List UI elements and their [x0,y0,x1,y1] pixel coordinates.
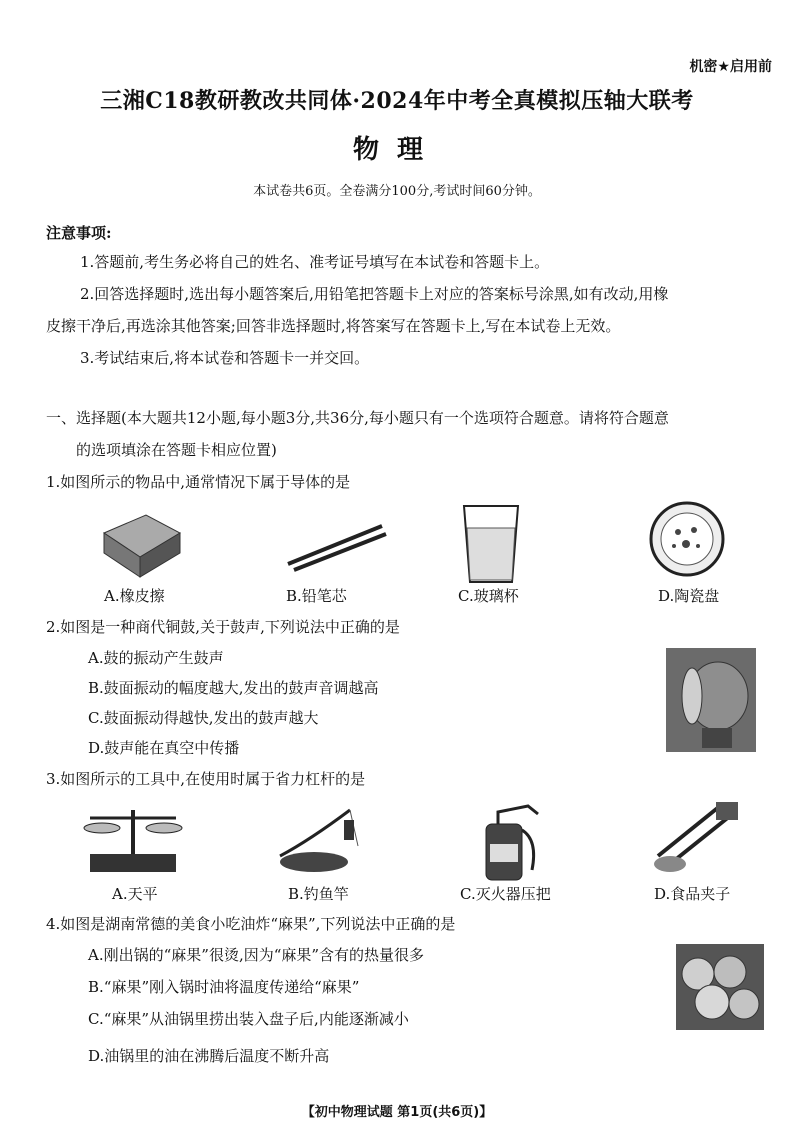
q4-option-c: C.“麻果”从油锅里捞出装入盘子后,内能逐渐减小 [88,1010,409,1028]
notice-heading: 注意事项: [46,224,112,242]
section-heading-cont: 的选项填涂在答题卡相应位置) [76,441,277,459]
eraser-figure [96,505,186,583]
q1-option-b: B.铅笔芯 [286,587,347,605]
q4-stem: 4.如图是湖南常德的美食小吃油炸“麻果”,下列说法中正确的是 [46,915,456,933]
q3-option-b: B.钓鱼竿 [288,885,349,903]
notice-item-3: 3.考试结束后,将本试卷和答题卡一并交回。 [80,349,370,367]
q2-option-c: C.鼓面振动得越快,发出的鼓声越大 [88,709,319,727]
fried-mago-figure [676,944,764,1030]
pencil-lead-figure [282,516,388,572]
q2-stem: 2.如图是一种商代铜鼓,关于鼓声,下列说法中正确的是 [46,618,400,636]
q4-option-a: A.刚出锅的“麻果”很烫,因为“麻果”含有的热量很多 [88,946,425,964]
fire-extinguisher-figure [472,800,546,882]
q3-option-d: D.食品夹子 [654,885,731,903]
q3-option-a: A.天平 [112,885,158,903]
section-heading: 一、选择题(本大题共12小题,每小题3分,共36分,每小题只有一个选项符合题意。请将符合题意 [46,409,669,427]
notice-item-2-cont: 皮擦干净后,再选涂其他答案;回答非选择题时,将答案写在答题卡上,写在本试卷上无效。 [46,317,621,335]
exam-meta: 本试卷共6页。全卷满分100分,考试时间60分钟。 [253,184,541,199]
q3-stem: 3.如图所示的工具中,在使用时属于省力杠杆的是 [46,770,366,788]
page-footer: 【初中物理试题 第1页(共6页)】 [301,1105,493,1120]
exam-title: 三湘C18教研教改共同体·2024年中考全真模拟压轴大联考 [100,88,694,114]
q2-option-a: A.鼓的振动产生鼓声 [88,649,224,667]
q1-option-d: D.陶瓷盘 [658,587,720,605]
notice-item-1: 1.答题前,考生务必将自己的姓名、准考证号填写在本试卷和答题卡上。 [80,253,550,271]
q4-option-b: B.“麻果”刚入锅时油将温度传递给“麻果” [88,978,360,996]
balance-figure [80,800,186,878]
subject-title: 物理 [352,135,441,165]
confidential-label: 机密★启用前 [689,59,772,75]
notice-item-2: 2.回答选择题时,选出每小题答案后,用铅笔把答题卡上对应的答案标号涂黑,如有改动,用橡 [80,285,669,303]
q2-option-d: D.鼓声能在真空中传播 [88,739,240,757]
q1-option-c: C.玻璃杯 [458,587,519,605]
q1-option-a: A.橡皮擦 [104,587,165,605]
food-tongs-figure [650,800,740,880]
q4-option-d: D.油锅里的油在沸腾后温度不断升高 [88,1047,330,1065]
q1-stem: 1.如图所示的物品中,通常情况下属于导体的是 [46,473,351,491]
bronze-drum-figure [666,648,756,752]
fishing-rod-figure [270,800,368,878]
q3-option-c: C.灭火器压把 [460,885,551,903]
glass-cup-figure [460,502,522,586]
ceramic-plate-figure [648,500,726,578]
q2-option-b: B.鼓面振动的幅度越大,发出的鼓声音调越高 [88,679,379,697]
